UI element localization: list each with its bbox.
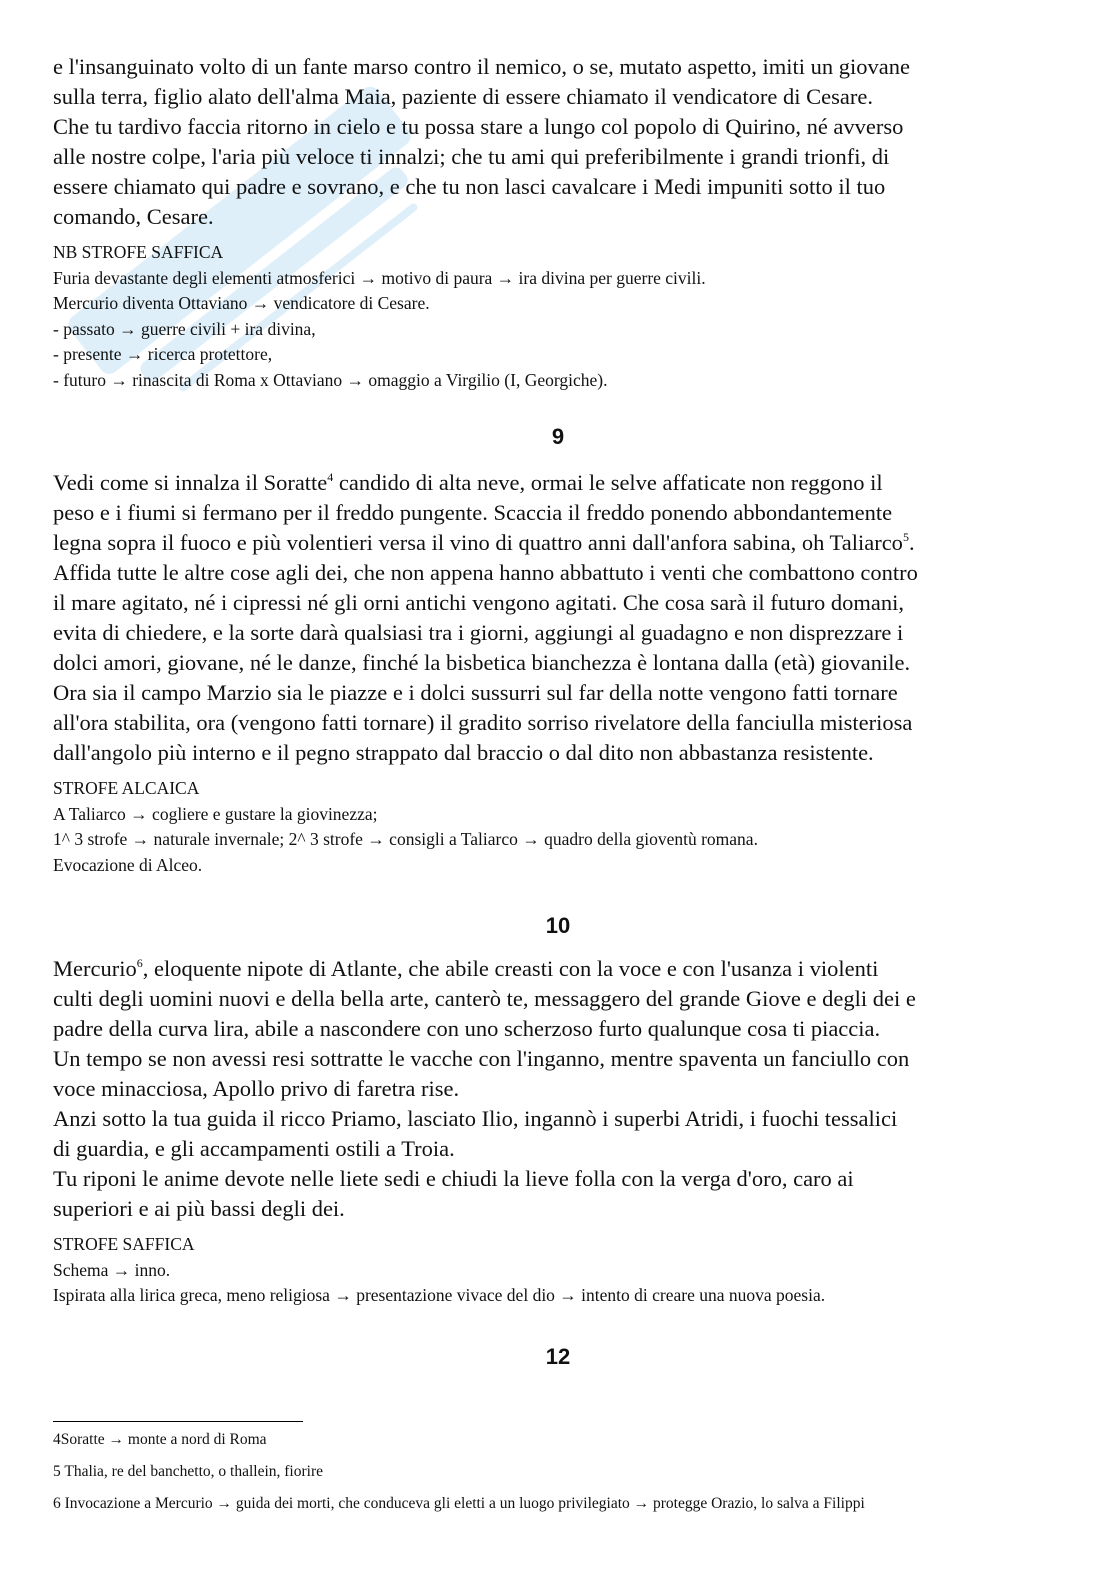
footnotes (53, 1428, 1063, 1524)
note-line: - futuro → rinascita di Roma x Ottaviano → omaggio a Virgilio (I, Georgiche). (53, 369, 608, 390)
text-line-part: . (908, 530, 915, 555)
note-line: Mercurio diventa Ottaviano → vendicatore di Cesare. (53, 293, 430, 313)
text-line: alle nostre colpe, l'aria più veloce ti innalzi; che tu ami qui preferibilmente i grandi trionfi, di (53, 144, 890, 169)
text-line: essere chiamato qui padre e sovrano, e che tu non lasci cavalcare i Medi impuniti sotto il tuo (53, 174, 886, 199)
text-line: e l'insanguinato volto di un fante marso contro il nemico, o se, mutato aspetto, imiti un giovane (53, 54, 911, 79)
paragraph-ode-10 (53, 954, 1063, 1224)
text-line-part: legna sopra il fuoco e più volentieri versa il vino di quattro anni dall'anfora sabina, oh Taliarco (53, 530, 903, 555)
text-line-part: Vedi come si innalza il Soratte (53, 470, 328, 495)
footnote-ref-4[interactable]: 4 (327, 470, 334, 484)
section-heading-9: 9 (551, 424, 565, 449)
note-line: - passato → guerre civili + ira divina, (53, 318, 316, 339)
note-line: Ispirata alla lirica greca, meno religiosa → presentazione vivace del dio → intento di creare una nuova poesia. (53, 1285, 826, 1305)
text-line: Ora sia il campo Marzio sia le piazze e i dolci sussurri sul far della notte vengono fatti tornare (53, 680, 898, 705)
document-page (53, 52, 1063, 1370)
text-line: dolci amori, giovane, né le danze, finché la bisbetica bianchezza è lontana dalla (età) giovanile. (53, 650, 911, 675)
text-line: dall'angolo più interno e il pegno strappato dal braccio o dal dito non abbastanza resistente. (53, 740, 874, 765)
footnote-5: 5 Thalia, re del banchetto, o thallein, fiorire (53, 1463, 324, 1480)
note-line: STROFE ALCAICA (53, 778, 200, 798)
note-line: Schema → inno. (53, 1259, 171, 1280)
text-line: Anzi sotto la tua guida il ricco Priamo, lasciato Ilio, ingannò i superbi Atridi, i fuochi tessalici (53, 1106, 898, 1131)
text-line-part: , eloquente nipote di Atlante, che abile creasti con la voce e con l'usanza i violenti (142, 956, 879, 981)
text-line: comando, Cesare. (53, 204, 214, 229)
text-line: culti degli uomini nuovi e della bella arte, canterò te, messaggero del grande Giove e degli dei e (53, 986, 916, 1011)
text-line: Tu riponi le anime devote nelle liete sedi e chiudi la lieve folla con la verga d'oro, caro ai (53, 1166, 854, 1191)
text-line: di guardia, e gli accampamenti ostili a Troia. (53, 1136, 455, 1161)
section-heading-10: 10 (545, 913, 571, 938)
note-line: 1^ 3 strofe → naturale invernale; 2^ 3 strofe → consigli a Taliarco → quadro della gioventù romana. (53, 829, 758, 849)
paragraph-ode-8-end (53, 52, 1063, 232)
text-line: sulla terra, figlio alato dell'alma Maia, paziente di essere chiamato il vendicatore di Cesare. (53, 84, 873, 109)
text-line-part: candido di alta neve, ormai le selve affaticate non reggono il (333, 470, 883, 495)
note-line: NB STROFE SAFFICA (53, 242, 224, 262)
note-line: STROFE SAFFICA (53, 1234, 195, 1254)
footnote-ref-6[interactable]: 6 (136, 956, 143, 970)
footnote-4: 4Soratte → monte a nord di Roma (53, 1431, 267, 1448)
notes-ode-9 (53, 776, 1063, 878)
text-line: Un tempo se non avessi resi sottratte le vacche con l'inganno, mentre spaventa un fanciullo con (53, 1046, 910, 1071)
paragraph-ode-9 (53, 468, 1063, 768)
text-line: superiori e ai più bassi degli dei. (53, 1196, 345, 1221)
text-line: Affida tutte le altre cose agli dei, che non appena hanno abbattuto i venti che combattono contro (53, 560, 918, 585)
text-line: evita di chiedere, e la sorte darà qualsiasi tra i giorni, aggiungi al guadagno e non disprezzare i (53, 620, 904, 645)
text-line: Che tu tardivo faccia ritorno in cielo e tu possa stare a lungo col popolo di Quirino, né avverso (53, 114, 904, 139)
text-line: voce minacciosa, Apollo privo di faretra rise. (53, 1076, 460, 1101)
notes-ode-10 (53, 1232, 1063, 1309)
note-line: Furia devastante degli elementi atmosferici → motivo di paura → ira divina per guerre civili. (53, 267, 706, 288)
note-line: Evocazione di Alceo. (53, 854, 203, 875)
notes-ode-8 (53, 240, 1063, 393)
section-heading-12: 12 (545, 1343, 571, 1369)
text-line: all'ora stabilita, ora (vengono fatti tornare) il gradito sorriso rivelatore della fanciulla misteriosa (53, 710, 913, 735)
text-line-part: Mercurio (53, 956, 137, 981)
footnote-separator (53, 1421, 303, 1422)
footnote-6: 6 Invocazione a Mercurio → guida dei morti, che conduceva gli eletti a un luogo privilegiato → protegge Orazio, lo salva a Filippi (53, 1495, 865, 1512)
text-line: peso e i fiumi si fermano per il freddo pungente. Scaccia il freddo ponendo abbondantemente (53, 500, 893, 525)
text-line: padre della curva lira, abile a nascondere con uno scherzoso furto qualunque cosa ti piaccia. (53, 1016, 881, 1041)
text-line: il mare agitato, né i cipressi né gli orni antichi vengono agitati. Che cosa sarà il futuro domani, (53, 590, 905, 615)
note-line: A Taliarco → cogliere e gustare la giovinezza; (53, 803, 378, 824)
note-line: - presente → ricerca protettore, (53, 344, 273, 364)
footnote-ref-5[interactable]: 5 (902, 530, 909, 544)
